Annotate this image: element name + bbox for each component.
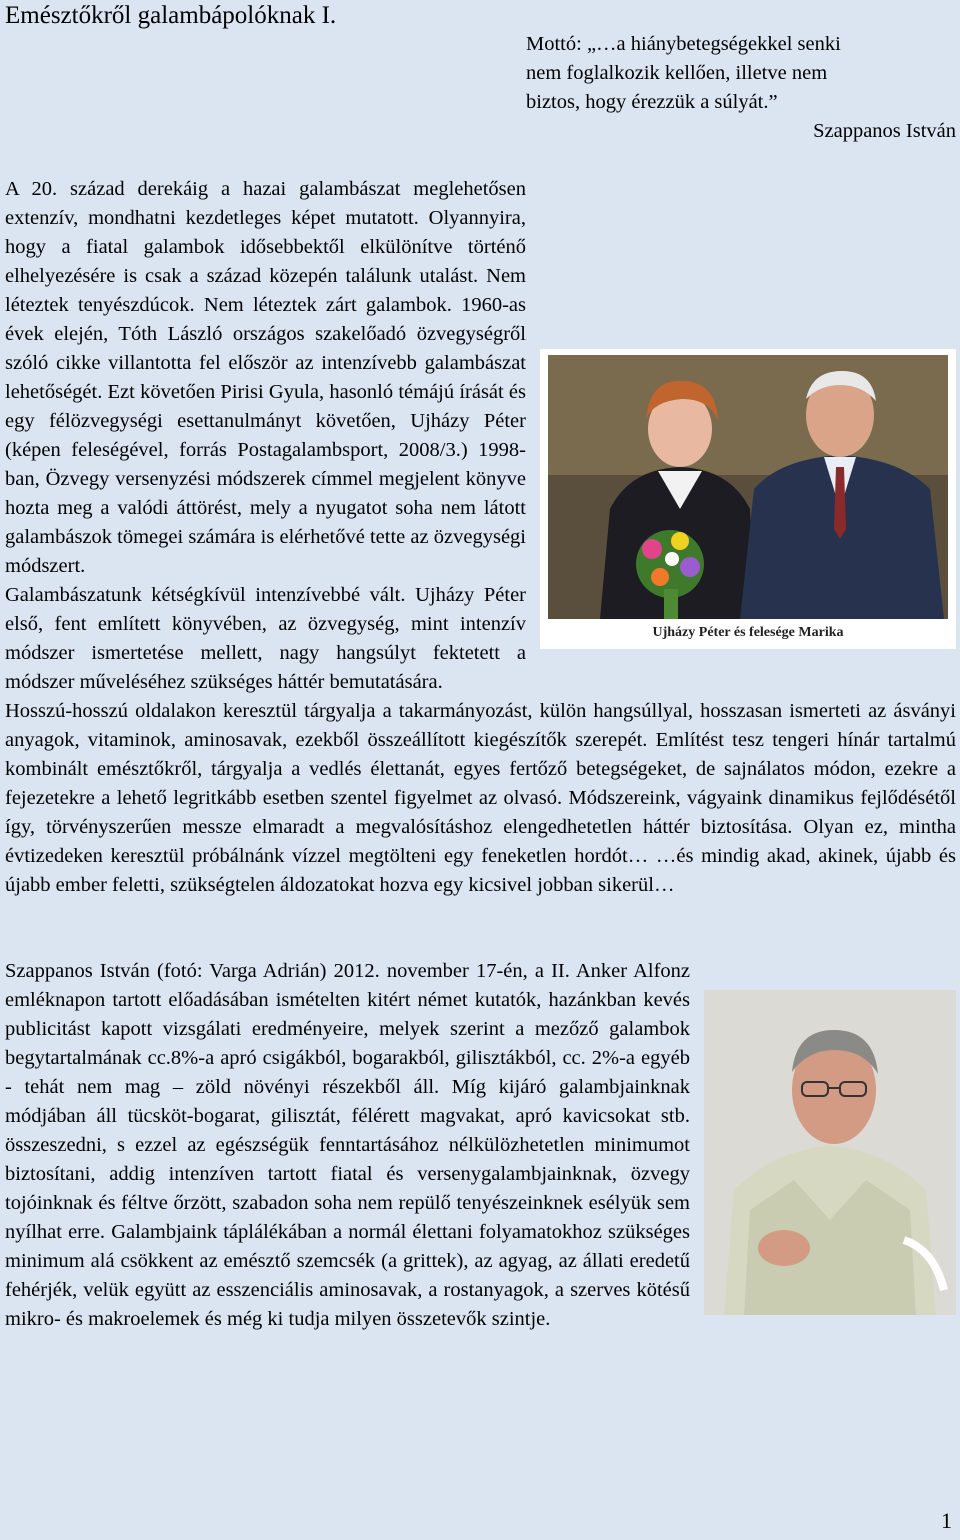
page-number: 1	[941, 1508, 952, 1533]
paragraph-intro: Ujházy Péter és felesége Marika A 20. század derekáig a hazai galambászat meglehetősen extenzív, mondhatni kezdetleges képet mutatott. Olyannyira, hogy a fiatal galambok idősebbektől elkülönítve történő elhelyezésére is csak a század közepén találunk utalást. Nem léteztek tenyészdúcok. Nem léteztek zárt galambok. 1960-as évek elején, Tóth László országos szakelőadó özvegységről szóló cikke villantotta fel először az intenzívebb galambászat lehetőségét. Ezt követően Pirisi Gyula, hasonló témájú írását és egy félözvegységi esettanulmányt követően, Ujházy Péter (képen feleségével, forrás Postagalambsport, 2008/3.) 1998-ban, Özvegy versenyzési módszerek címmel megjelent könyve hozta meg a valódi áttörést, mely a nyugatot soha nem látott galambászok tömegei számára is elérhetővé tette az özvegységi módszert.	[5, 175, 956, 581]
motto-author: Szappanos István	[813, 120, 956, 142]
couple-photo-image	[540, 349, 956, 649]
motto-line: biztos, hogy érezzük a súlyát.”	[526, 91, 778, 113]
paragraph-intensive: Galambászatunk kétségkívül intenzívebbé vált. Ujházy Péter első, fent említett könyvében, az özvegység, mint intenzív módszer ismertetése mellett, nagy hangsúlyt fektetett a módszer műveléséhez szükséges háttér bemutatására.	[5, 584, 526, 693]
paragraph-research: Szappanos István (fotó: Varga Adrián) 2012. november 17-én, a II. Anker Alfonz emléknapon tartott előadásában ismételten kitért német kutatók, hazánkban kevés publicitást kapott vizsgálati eredményeire, melyek szerint a mezőző galambok begytartalmának cc.8%-a apró csigákból, bogarakból, gilisztákból, cc. 2%-a egyéb - tehát nem mag – zöld növényi részekből áll. Míg kijáró galambjainknak módjában áll tücsköt-bogarat, gilisztát, félérett magvakat, apró kavicsokat stb. összeszedni, s ezzel az egészségük fenntartásához nélkülözhetetlen minimumot biztosítani, addig intenzíven tartott fiatal és versenygalambjainknak, özvegy tojóinknak és féltve őrzött, szabadon soha nem repülő tenyészeinknek esélyük sem nyílhat erre. Galambjaink táplálékában a normál élettani folyamatokhoz szükséges minimum alá csökkent az emésztő szemcsék (a grittek), az agyag, az állati eredetű fehérjék, velük együtt az esszenciális aminosavak, a rostanyagok, a szerves kötésű mikro- és makroelemek és még ki tudja milyen összetevők szintje.	[5, 957, 956, 1334]
section-2	[5, 957, 956, 1334]
paragraph-feeding: Hosszú-hosszú oldalakon keresztül tárgyalja a takarmányozást, külön hangsúllyal, hosszasan ismerteti az ásványi anyagok, vitaminok, aminosavak, ezekből összeállított kiegészítők szerepét. Említést tesz tengeri hínár tartalmú kombinált emésztőkről, tárgyalja a vedlés élettanát, egyes fertőző betegségeket, de sajnálatos módon, ezekre a fejezetekre a lehető legritkább esetben szentel figyelmet az olvasó. Módszereink, vágyaink dinamikus fejlődésétől így, törvényszerűen messze elmaradt a megvalósításhoz elengedhetetlen háttér biztosítása. Olyan ez, mintha évtizedeken keresztül próbálnánk vízzel megtölteni egy feneketlen hordót… …és mindig akad, akinek, újabb és újabb ember feletti, szükségtelen áldozatokat hozva egy kicsivel jobban sikerül…	[5, 700, 956, 896]
speaker-photo-image	[704, 990, 956, 1315]
photo-ujhazy-couple	[540, 349, 956, 649]
motto	[526, 30, 956, 146]
photo-caption: Ujházy Péter és felesége Marika	[652, 625, 844, 640]
page-title: Emésztőkről galambápolóknak I.	[5, 2, 337, 29]
motto-line: nem foglalkozik kellően, illetve nem	[526, 62, 828, 84]
photo-szappanos	[704, 990, 956, 1315]
section-1	[5, 175, 956, 900]
motto-line: Mottó: „…a hiánybetegségekkel senki	[526, 33, 841, 55]
